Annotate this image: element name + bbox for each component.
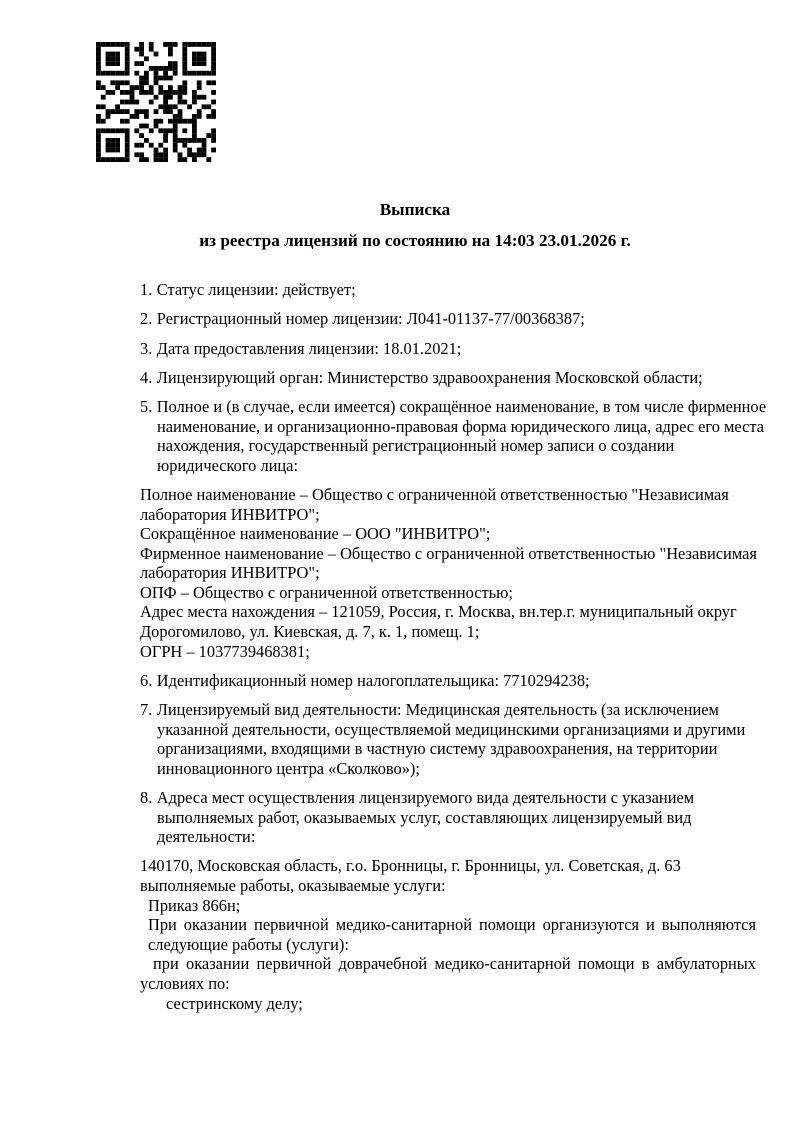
org-brand-name-cont: лаборатория ИНВИТРО"; [140,563,320,583]
org-brand-name: Фирменное наименование – Общество с ограниченной ответственностью "Независимая [140,543,757,563]
item-text: деятельности: [157,827,256,847]
item-text: Адреса мест осуществления лицензируемого вида деятельности с указанием [156,788,695,807]
document-content [140,200,767,1013]
item-number: 4. [140,367,153,387]
activity-address: 140170, Московская область, г.о. Бронницы, г. Бронницы, ул. Советская, д. 63 [140,856,681,876]
item-text: Лицензируемый вид деятельности: Медицинская деятельность (за исключением [156,700,719,720]
org-address: Адрес места нахождения – 121059, Россия, г. Москва, вн.тер.г. муниципальный округ [140,602,737,622]
activity-address-block [140,856,756,895]
item-text: Дата предоставления лицензии: 18.01.2021; [156,338,462,358]
org-full-name: Полное наименование – Общество с ограниченной ответственностью "Независимая [140,484,729,504]
item-text: организациями, входящими в частную систему здравоохранения, на территории [157,739,718,759]
item-text: указанной деятельности, осуществляемой медицинскими организациями и другими [157,719,746,739]
org-details-block [140,485,756,661]
item-number: 2. [140,309,153,329]
item-number: 5. [140,396,153,416]
list-item-grant-date [140,339,756,359]
list-item-licensing-authority [140,368,756,388]
item-number: 8. [140,788,153,807]
item-text: инновационного центра «Сколково»); [157,758,420,778]
list-item-inn [140,671,756,691]
item-text: юридического лица: [157,455,299,475]
item-text: Статус лицензии: действует; [156,280,356,300]
primary-care-line: при оказании первичной доврачебной медико-санитарной помощи в амбулаторных [153,954,756,974]
org-ogrn: ОГРН – 1037739468381; [140,641,310,661]
nursing-service-line: сестринскому делу; [166,993,303,1013]
document-subtitle: из реестра лицензий по состоянию на 14:03 23.01.2026 г. [199,230,631,250]
item-number: 3. [140,338,153,358]
order-reference: Приказ 866н; [148,895,241,915]
item-number: 1. [140,280,153,300]
document-title-block [140,200,690,250]
item-text: Регистрационный номер лицензии: Л041-01137-77/00368387; [156,309,585,329]
qr-code-icon [96,42,216,162]
works-description-cont: следующие работы (услуги): [148,934,349,954]
list-item-status [140,280,756,300]
list-item-activity-addresses-heading [140,788,756,847]
list-item-org-names-heading [140,396,767,475]
item-text: наименование, и организационно-правовая форма юридического лица, адрес его места [157,416,764,436]
list-item-reg-number [140,309,756,329]
org-short-name: Сокращённое наименование – ООО "ИНВИТРО"; [140,524,491,544]
item-text: нахождения, государственный регистрационный номер записи о создании [157,436,675,456]
primary-care-cont: условиях по: [140,973,230,993]
item-text: выполняемых работ, оказываемых услуг, составляющих лицензируемый вид [157,807,692,827]
item-text: Лицензирующий орган: Министерство здравоохранения Московской области; [156,367,703,387]
works-description-line: При оказании первичной медико-санитарной помощи организуются и выполняются [148,915,756,935]
item-number: 7. [140,700,153,720]
org-full-name-cont: лаборатория ИНВИТРО"; [140,504,320,524]
item-number: 6. [140,670,153,690]
org-legal-form: ОПФ – Общество с ограниченной ответственностью; [140,582,513,602]
works-list-block [140,896,756,1014]
org-address-cont: Дорогомилово, ул. Киевская, д. 7, к. 1, помещ. 1; [140,622,480,642]
item-text: Идентификационный номер налогоплательщика: 7710294238; [156,670,590,690]
item-text: Полное и (в случае, если имеется) сокращённое наименование, в том числе фирменное [156,396,767,416]
list-item-licensed-activity [140,700,756,778]
works-services-label: выполняемые работы, оказываемые услуги: [140,875,446,895]
document-title: Выписка [379,200,451,219]
